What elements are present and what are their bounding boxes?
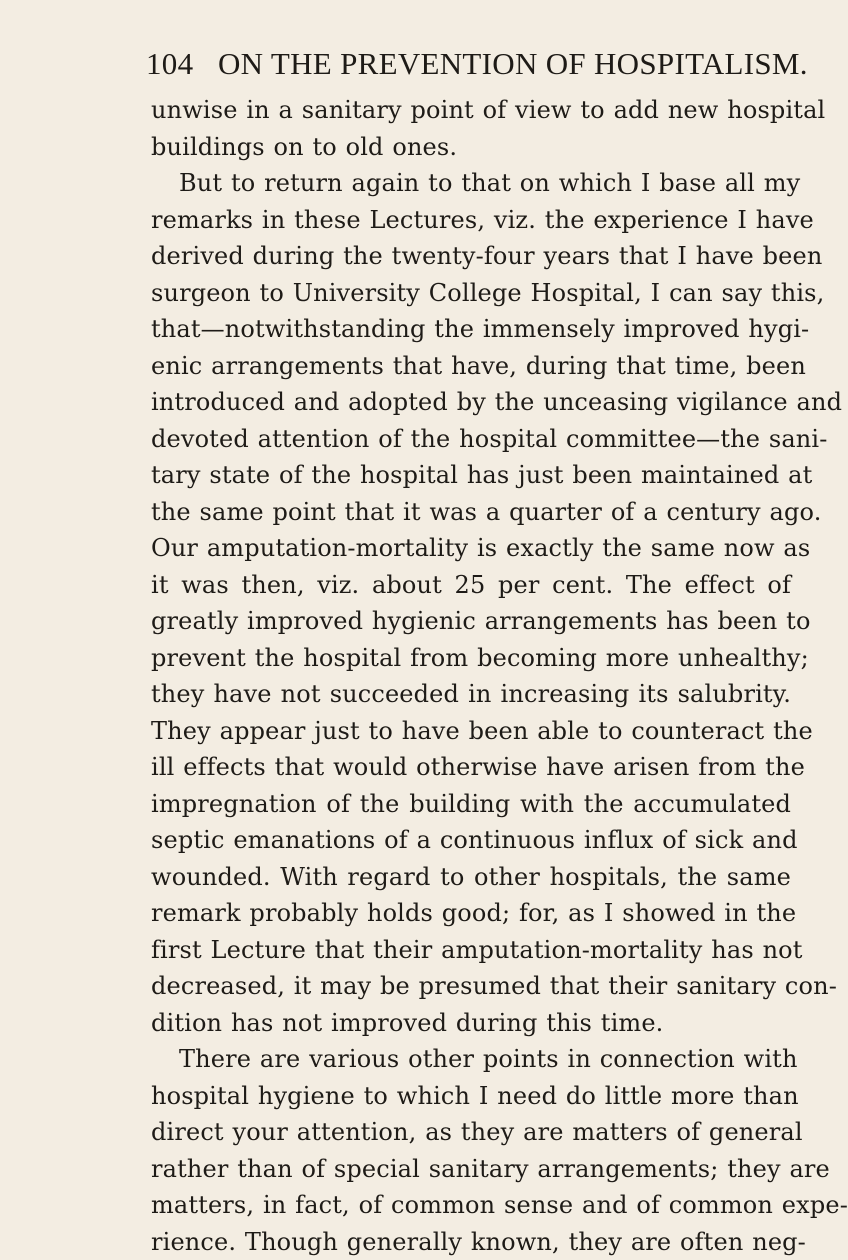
running-head bbox=[118, 46, 718, 86]
text-line: hospital hygiene to which I need do little more than bbox=[151, 1078, 791, 1115]
text-line: matters, in fact, of common sense and of common expe- bbox=[151, 1187, 791, 1224]
text-line: wounded. With regard to other hospitals, the same bbox=[151, 859, 791, 896]
text-line: remark probably holds good; for, as I showed in the bbox=[151, 895, 791, 932]
text-line: they have not succeeded in increasing its salubrity. bbox=[151, 676, 791, 713]
text-line: impregnation of the building with the accumulated bbox=[151, 786, 791, 823]
text-line: unwise in a sanitary point of view to add new hospital bbox=[151, 92, 791, 129]
body-text bbox=[151, 92, 791, 1260]
running-title: ON THE PREVENTION OF HOSPITALISM. bbox=[218, 46, 808, 82]
text-line: it was then, viz. about 25 per cent. The effect of bbox=[151, 567, 791, 604]
text-line: buildings on to old ones. bbox=[151, 129, 791, 166]
text-line: first Lecture that their amputation-mortality has not bbox=[151, 932, 791, 969]
text-line: But to return again to that on which I base all my bbox=[151, 165, 791, 202]
text-line: Our amputation-mortality is exactly the same now as bbox=[151, 530, 791, 567]
text-line: septic emanations of a continuous influx of sick and bbox=[151, 822, 791, 859]
text-line: remarks in these Lectures, viz. the experience I have bbox=[151, 202, 791, 239]
text-line: the same point that it was a quarter of a century ago. bbox=[151, 494, 791, 531]
text-line: decreased, it may be presumed that their sanitary con- bbox=[151, 968, 791, 1005]
text-line: surgeon to University College Hospital, I can say this, bbox=[151, 275, 791, 312]
text-line: There are various other points in connection with bbox=[151, 1041, 791, 1078]
text-line: rather than of special sanitary arrangements; they are bbox=[151, 1151, 791, 1188]
text-line: tary state of the hospital has just been maintained at bbox=[151, 457, 791, 494]
text-line: derived during the twenty-four years that I have been bbox=[151, 238, 791, 275]
text-line: dition has not improved during this time. bbox=[151, 1005, 791, 1042]
text-line: introduced and adopted by the unceasing vigilance and bbox=[151, 384, 791, 421]
text-line: enic arrangements that have, during that time, been bbox=[151, 348, 791, 385]
text-line: ill effects that would otherwise have arisen from the bbox=[151, 749, 791, 786]
text-line: direct your attention, as they are matters of general bbox=[151, 1114, 791, 1151]
text-line: rience. Though generally known, they are often neg- bbox=[151, 1224, 791, 1260]
page-number: 104 bbox=[146, 46, 193, 82]
text-line: greatly improved hygienic arrangements has been to bbox=[151, 603, 791, 640]
text-line: They appear just to have been able to counteract the bbox=[151, 713, 791, 750]
text-line: prevent the hospital from becoming more unhealthy; bbox=[151, 640, 791, 677]
text-line: devoted attention of the hospital committee—the sani- bbox=[151, 421, 791, 458]
text-line: that—notwithstanding the immensely improved hygi- bbox=[151, 311, 791, 348]
